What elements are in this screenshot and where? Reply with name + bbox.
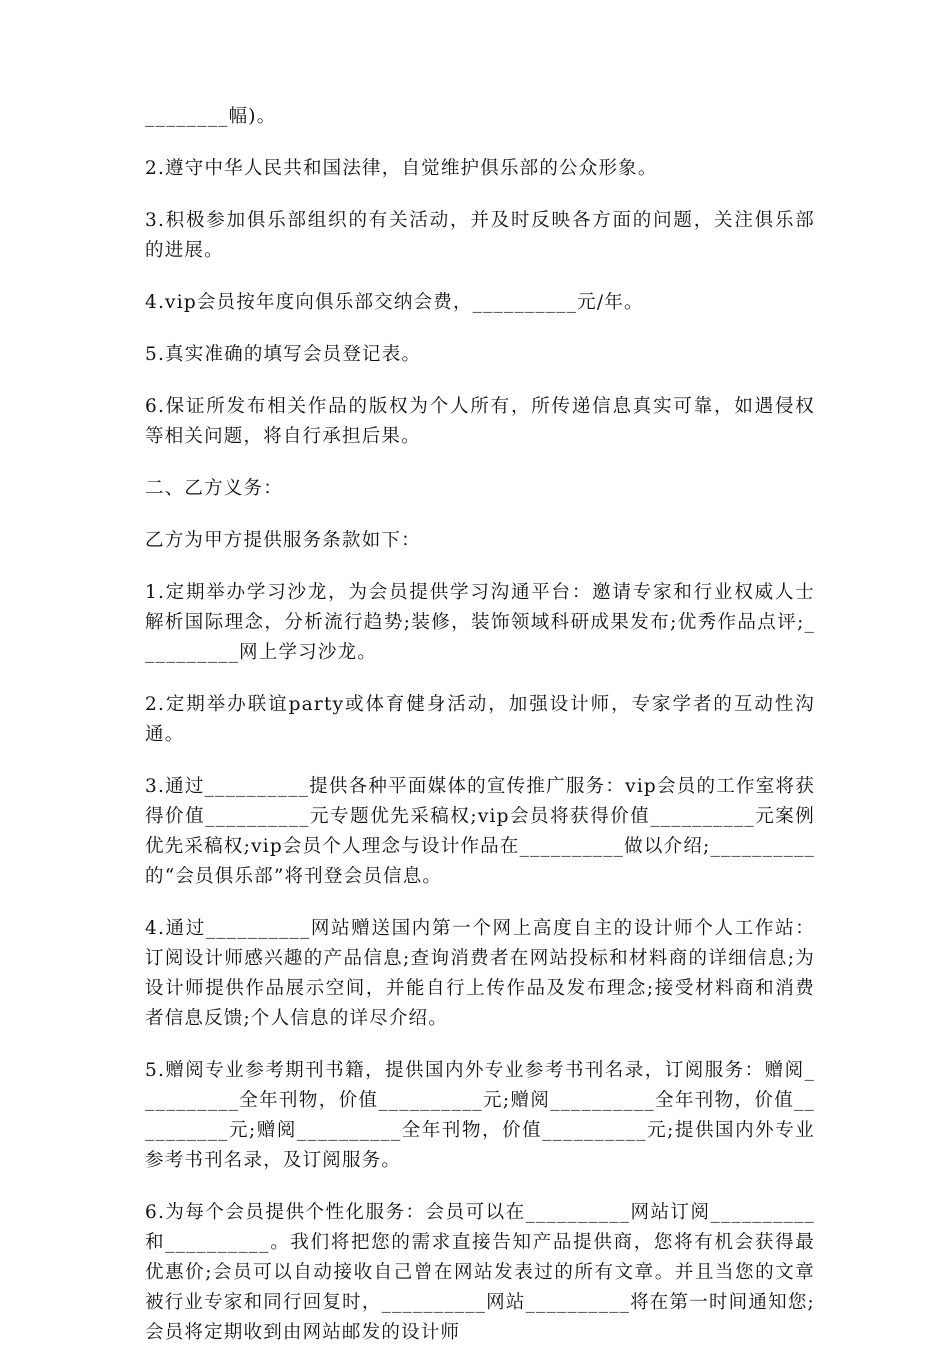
paragraph-blank-frames: ________幅)。 [145, 106, 277, 127]
paragraph-registration-form: 5.真实准确的填写会员登记表。 [145, 344, 422, 365]
paragraph-copyright: 6.保证所发布相关作品的版权为个人所有，所传递信息真实可靠，如遇侵权等相关问题，将自行承担后果。 [145, 396, 815, 447]
paragraph-periodicals: 5.赠阅专业参考期刊书籍，提供国内外专业参考书刊名录，订阅服务：赠阅__________全年刊物，价值__________元;赠阅__________全年刊物，价值__________元;赠阅__________全年刊物，价值__________元;提供国内外专业参考书刊名录，及订阅服务。 [145, 1060, 815, 1171]
paragraph-salon: 1.定期举办学习沙龙，为会员提供学习沟通平台：邀请专家和行业权威人士解析国际理念，分析流行趋势;装修，装饰领域科研成果发布;优秀作品点评;__________网上学习沙龙。 [145, 582, 815, 663]
section-heading-party-b-duties: 二、乙方义务： [145, 478, 283, 499]
paragraph-obey-law: 2.遵守中华人民共和国法律，自觉维护俱乐部的公众形象。 [145, 158, 658, 179]
paragraph-personal-workstation: 4.通过__________网站赠送国内第一个网上高度自主的设计师个人工作站：订阅设计师感兴趣的产品信息;查询消费者在网站投标和材料商的详细信息;为设计师提供作品展示空间，并能自行上传作品及发布理念;接受材料商和消费者信息反馈;个人信息的详尽介绍。 [145, 918, 815, 1029]
paragraph-media-promotion: 3.通过__________提供各种平面媒体的宣传推广服务：vip会员的工作室将获得价值__________元专题优先采稿权;vip会员将获得价值__________元案例优先采稿权;vip会员个人理念与设计作品在__________做以介绍;__________的“会员俱乐部”将刊登会员信息。 [145, 776, 815, 887]
paragraph-service-terms-intro: 乙方为甲方提供服务条款如下： [145, 530, 421, 551]
paragraph-join-activities: 3.积极参加俱乐部组织的有关活动，并及时反映各方面的问题，关注俱乐部的进展。 [145, 210, 815, 261]
paragraph-party-activities: 2.定期举办联谊party或体育健身活动，加强设计师，专家学者的互动性沟通。 [145, 694, 815, 745]
paragraph-membership-fee: 4.vip会员按年度向俱乐部交纳会费，__________元/年。 [145, 292, 644, 313]
paragraph-personalized-service: 6.为每个会员提供个性化服务：会员可以在__________网站订阅__________和__________。我们将把您的需求直接告知产品提供商，您将有机会获得最优惠价;会员可以自动接收自己曾在网站发表过的所有文章。并且当您的文章被行业专家和同行回复时，__________网站__________将在第一时间通知您;会员将定期收到由网站邮发的设计师 [145, 1202, 815, 1343]
document-page [145, 102, 815, 1370]
